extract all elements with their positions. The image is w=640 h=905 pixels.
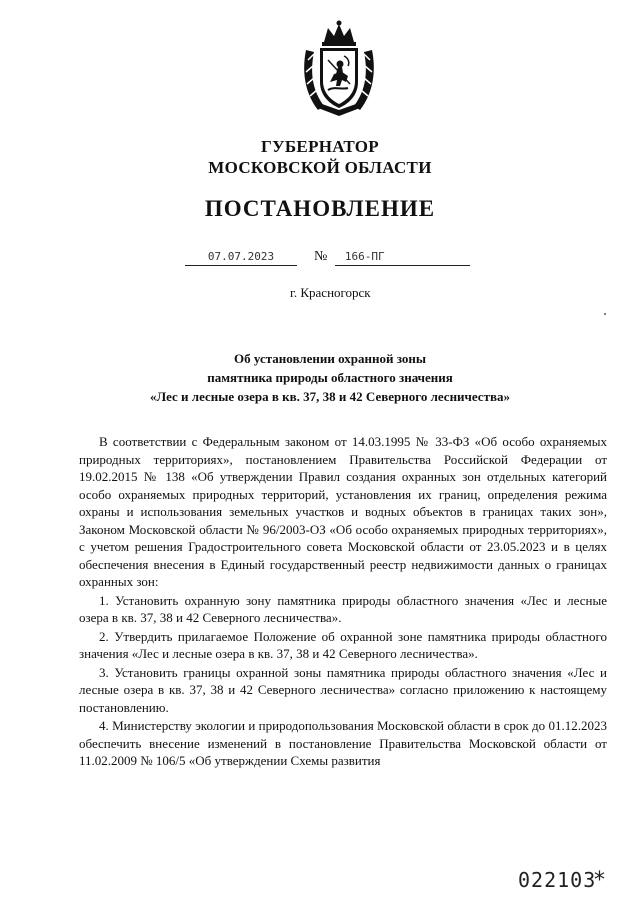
issuer-title: ГУБЕРНАТОР (261, 137, 379, 156)
clause-paragraph: 3. Установить границы охранной зоны памятника природы областного значения «Лес и лесные озера в кв. 37, 38 и 42 Северного лесничества» согласно приложению к настоящему постановлению. (79, 664, 607, 715)
issuer-region: МОСКОВСКОЙ ОБЛАСТИ (208, 158, 432, 177)
clause-paragraph: 1. Установить охранную зону памятника природы областного значения «Лес и лесные озера в кв. 37, 38 и 42 Северного лесничества». (79, 592, 607, 625)
subject-line: Об установлении охранной зоны (234, 351, 426, 366)
document-body (79, 433, 607, 770)
scan-speck (604, 313, 606, 315)
subject-line: «Лес и лесные озера в кв. 37, 38 и 42 Северного лесничества» (149, 389, 510, 404)
document-date: 07.07.2023 (185, 249, 297, 266)
clause-paragraph: 4. Министерству экологии и природопользования Московской области в срок до 01.12.2023 обеспечить внесение изменений в постановление Правительства Московской области от 11.02.2009 № 106/5 «Об утверждении Схемы развития (79, 718, 607, 768)
number-label: № (314, 249, 328, 264)
preamble-paragraph: В соответствии с Федеральным законом от 14.03.1995 № 33-ФЗ «Об особо охраняемых природных территориях», постановлением Правительства Российской Федерации от 19.02.2015 № 138 «Об утверждении Правил создания охранных зон отдельных категорий особо охраняемых природных территорий, установления их границ, определения режима охраны и использования земельных участков и водных объектов в границах таких зон», Законом Московской области № 96/2003-ОЗ «Об особо охраняемых природных территориях», с учетом решения Градостроительного совета Московской области от 23.05.2023 и в целях обеспечения внесения в Единый государственный реестр недвижимости данных о границах охранных зон: (79, 434, 607, 589)
clause-paragraph: 2. Утвердить прилагаемое Положение об охранной зоне памятника природы областного значения «Лес и лесные озера в кв. 37, 38 и 42 Северного лесничества». (79, 628, 607, 661)
document-subject (80, 349, 580, 406)
date-field (185, 249, 297, 266)
number-field (314, 249, 470, 266)
city: г. Красногорск (290, 285, 371, 300)
subject-line: памятника природы областного значения (207, 370, 453, 385)
document-type: ПОСТАНОВЛЕНИЕ (204, 196, 436, 221)
coat-of-arms-icon (300, 20, 378, 118)
serial-number: 022103 (518, 868, 597, 892)
document-number: 166-ПГ (335, 249, 470, 266)
star-mark: * (594, 868, 605, 893)
